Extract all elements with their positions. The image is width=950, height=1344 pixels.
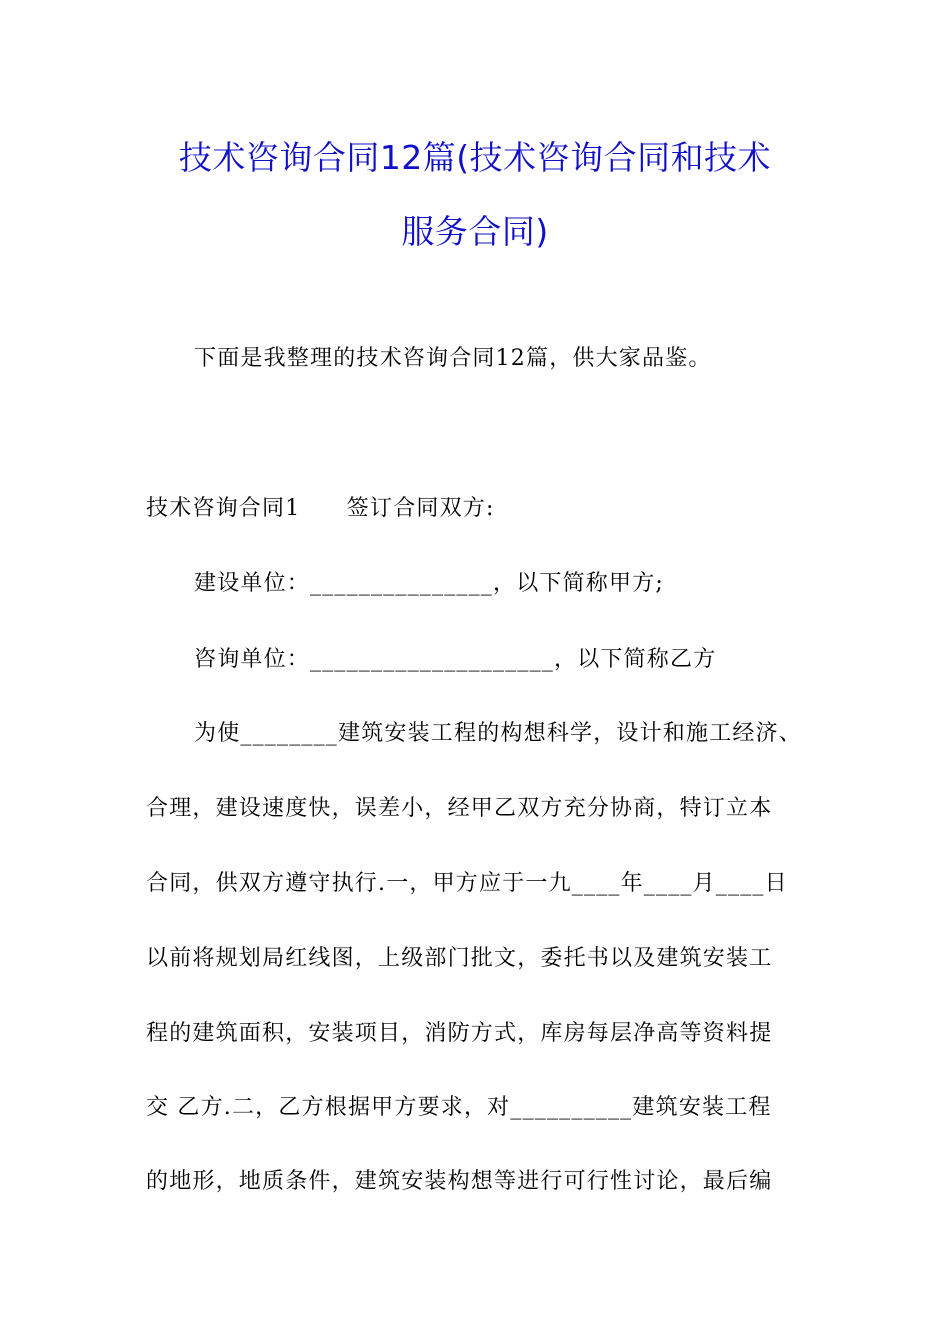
document-title-line-2: 服务合同) [401, 212, 549, 251]
body-line: 合同，供双方遵守执行.一，甲方应于一九____年____月____日 [146, 871, 788, 896]
section-heading: 技术咨询合同1 签订合同双方: [146, 496, 495, 521]
body-line: 交 乙方.二，乙方根据甲方要求，对__________建筑安装工程 [146, 1095, 772, 1120]
body-line: 以前将规划局红线图，上级部门批文，委托书以及建筑安装工 [146, 946, 773, 971]
body-line: 程的建筑面积，安装项目，消防方式，库房每层净高等资料提 [146, 1021, 773, 1046]
intro-paragraph: 下面是我整理的技术咨询合同12篇，供大家品鉴。 [194, 346, 712, 371]
body-line: 的地形，地质条件，建筑安装构想等进行可行性讨论，最后编 [146, 1169, 773, 1194]
document-title-line-1: 技术咨询合同12篇(技术咨询合同和技术 [178, 138, 772, 177]
body-line: 合理，建设速度快，误差小，经甲乙双方充分协商，特订立本 [146, 796, 773, 821]
party-a-line: 建设单位：_______________，以下简称甲方; [194, 571, 665, 596]
body-line: 为使________建筑安装工程的构想科学，设计和施工经济、 [194, 721, 803, 746]
party-b-line: 咨询单位：____________________，以下简称乙方 [194, 647, 717, 672]
